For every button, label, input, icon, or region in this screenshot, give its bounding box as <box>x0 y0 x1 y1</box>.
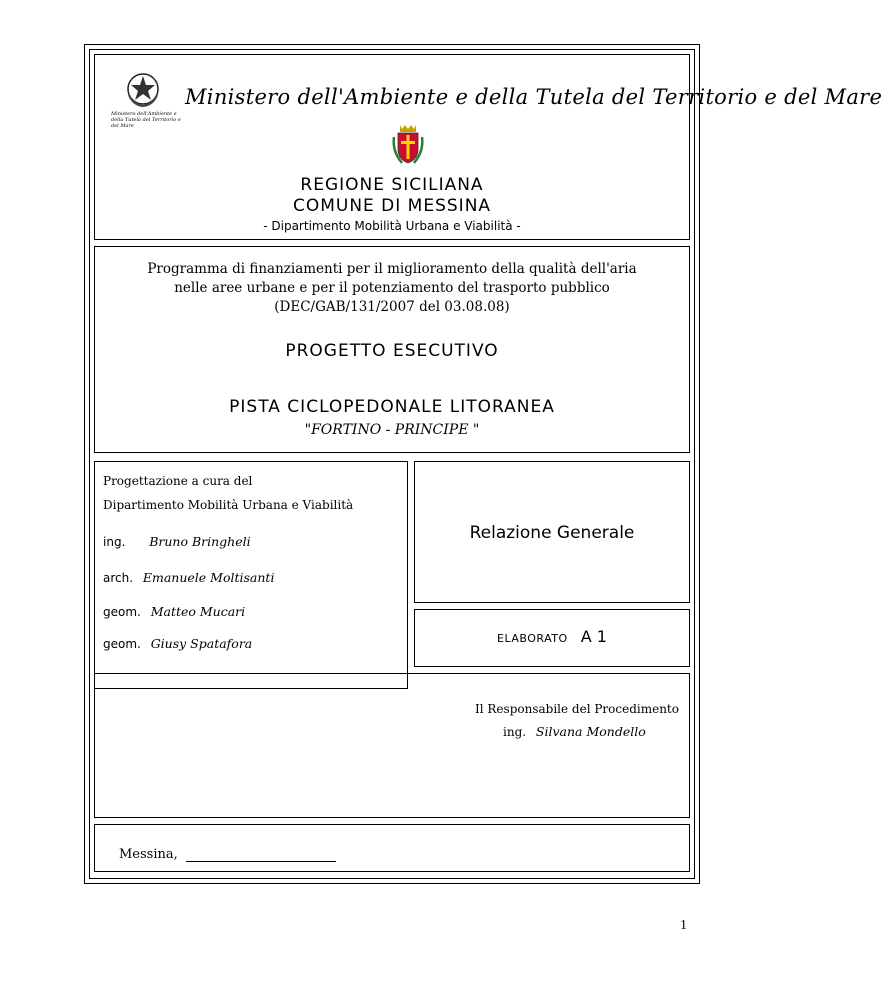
project-name: PISTA CICLOPEDONALE LITORANEA <box>229 397 555 417</box>
designer-entry <box>103 534 251 549</box>
responsible-entry <box>503 724 646 739</box>
document-frame <box>84 44 882 884</box>
project-type: PROGETTO ESECUTIVO <box>285 341 499 361</box>
elaborato-label: ELABORATO <box>497 632 568 645</box>
program-line-1: Programma di finanziamenti per il miglioramento della qualità dell'aria <box>147 261 637 277</box>
place-label: Messina, <box>119 847 178 862</box>
designer-name: Bruno Bringheli <box>149 534 251 549</box>
region-title: REGIONE SICILIANA <box>300 175 484 195</box>
project-subtitle: "FORTINO - PRINCIPE " <box>304 422 480 438</box>
program-line-2: nelle aree urbane e per il potenziamento del trasporto pubblico <box>174 280 610 296</box>
department-title: - Dipartimento Mobilità Urbana e Viabilità - <box>263 219 521 233</box>
elaborato <box>415 627 689 646</box>
emblem-caption: Ministero dell'Ambiente e della Tutela del Territorio e del Mare <box>111 111 181 129</box>
republic-emblem-icon <box>123 69 163 109</box>
designer-entry <box>103 604 245 619</box>
designer-role: ing. <box>103 535 126 549</box>
document-title: Relazione Generale <box>469 523 635 543</box>
responsible-title: ing. <box>503 725 527 739</box>
designer-entry <box>103 570 274 585</box>
designer-name: Giusy Spatafora <box>150 636 253 651</box>
document-title-box <box>414 461 690 603</box>
ministry-title: Ministero dell'Ambiente e della Tutela del Territorio e del Mare <box>185 85 882 109</box>
place-date <box>119 847 336 862</box>
program-box <box>94 246 690 453</box>
designer-role: geom. <box>103 605 141 619</box>
designer-role: arch. <box>103 571 134 585</box>
page-number: 1 <box>680 918 687 933</box>
elaborato-box <box>414 609 690 667</box>
program-line-3: (DEC/GAB/131/2007 del 03.08.08) <box>274 299 510 315</box>
design-intro: Progettazione a cura del <box>103 474 253 488</box>
design-department: Dipartimento Mobilità Urbana e Viabilità <box>103 498 354 512</box>
date-blank-line <box>186 849 336 862</box>
messina-coat-of-arms-icon <box>392 123 424 167</box>
responsible-role: Il Responsabile del Procedimento <box>475 702 679 716</box>
elaborato-code: A 1 <box>580 627 607 646</box>
designer-name: Matteo Mucari <box>150 604 246 619</box>
comune-title: COMUNE DI MESSINA <box>292 196 492 216</box>
design-team-box <box>94 461 408 689</box>
designer-role: geom. <box>103 637 141 651</box>
responsible-box <box>94 673 690 818</box>
designer-name: Emanuele Moltisanti <box>142 570 275 585</box>
signature-box <box>94 824 690 872</box>
responsible-name: Silvana Mondello <box>535 724 646 739</box>
header-box <box>94 54 882 240</box>
designer-entry <box>103 636 252 651</box>
